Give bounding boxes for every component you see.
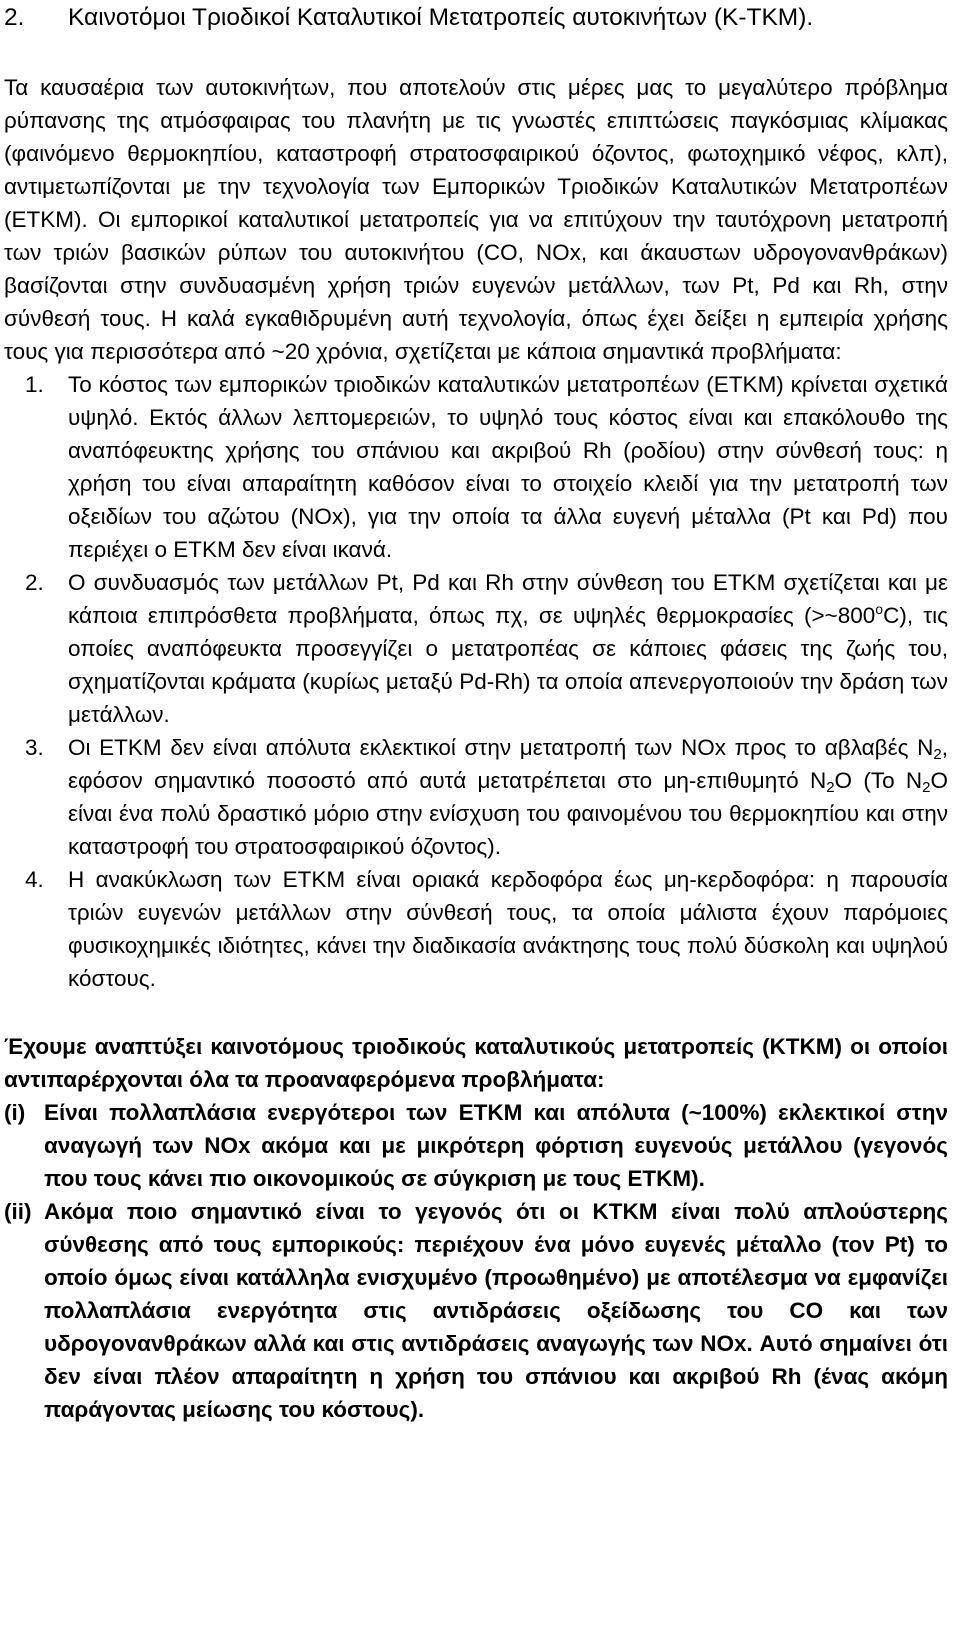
subscript: 2 [826, 779, 835, 796]
problems-list [4, 368, 948, 995]
intro-paragraph: Τα καυσαέρια των αυτοκινήτων, που αποτελούν στις μέρες μας το μεγαλύτερο πρόβλημα ρύπανσης της ατμόσφαιρας του πλανήτη με τις γνωστές επιπτώσεις παγκόσμιας κλίμακας (φαινόμενο θερμοκηπίου, καταστροφή στρατοσφαιρικού όζοντος, φωτοχημικό νέφος, κλπ), αντιμετωπίζονται με την τεχνολογία των Εμπορικών Τριοδικών Καταλυτικών Μετατροπέων (ΕΤΚΜ). Οι εμπορικοί καταλυτικοί μετατροπείς για να επιτύχουν την ταυτόχρονη μετατροπή των τριών βασικών ρύπων του αυτοκινήτου (CO, NOx, και άκαυστων υδρογονανθράκων) βασίζονται στην συνδυασμένη χρήση τριών ευγενών μετάλλων, των Pt, Pd και Rh, στην σύνθεσή τους. Η καλά εγκαθιδρυμένη αυτή τεχνολογία, όπως έχει δείξει η εμπειρία χρήσης τους για περισσότερα από ~20 χρόνια, σχετίζεται με κάποια σημαντικά προβλήματα: [4, 75, 948, 364]
roman-label: (ii) [4, 1199, 32, 1224]
problem-text-part: O (Το N [834, 768, 923, 793]
problem-item-2 [4, 566, 948, 731]
subscript: 2 [922, 779, 931, 796]
problem-text-part: Ο συνδυασμός των μετάλλων Pt, Pd και Rh στην σύνθεση του ΕΤΚΜ σχετίζεται και με κάποια επιπρόσθετα προβλήματα, όπως πχ, σε υψηλές θερμοκρασίες (>~800 [68, 570, 948, 628]
problem-text: Η ανακύκλωση των ΕΤΚΜ είναι οριακά κερδοφόρα έως μη-κερδοφόρα: η παρουσία τριών ευγενών μετάλλων στην σύνθεσή τους, τα οποία μάλιστα έχουν παρόμοιες φυσικοχημικές ιδιότητες, κάνει την διαδικασία ανάκτησης τους πολύ δύσκολη και υψηλού κόστους. [68, 867, 948, 991]
problem-text-part: C), τις οποίες αναπόφευκτα προσεγγίζει ο μετατροπέας σε κάποιες φάσεις της ζωής του, σχηματίζονται κράματα (κυρίως μεταξύ Pd-Rh) τα οποία απενεργοποιούν την δράση των μετάλλων. [68, 603, 948, 727]
problem-item-4 [4, 863, 948, 995]
advantage-item-2 [4, 1195, 948, 1426]
problem-text-part: , εφόσον σημαντικό ποσοστό από αυτά μετατρέπεται στο μη-επιθυμητό N [68, 735, 948, 793]
problem-text [68, 566, 948, 731]
summary-paragraph: Έχουμε αναπτύξει καινοτόμους τριοδικούς καταλυτικούς μετατροπείς (ΚΤΚΜ) οι οποίοι αντιπαρέρχονται όλα τα προαναφερόμενα προβλήματα: [4, 1034, 948, 1092]
advantage-text: Είναι πολλαπλάσια ενεργότεροι των ΕΤΚΜ και απόλυτα (~100%) εκλεκτικοί στην αναγωγή των NOx ακόμα και με μικρότερη φόρτιση ευγενούς μετάλλου (γεγονός που τους κάνει πιο οικονομικούς σε σύγκριση με τους ΕΤΚΜ). [44, 1100, 948, 1191]
document-page [4, 0, 948, 1426]
problem-text-part: Οι ΕΤΚΜ δεν είναι απόλυτα εκλεκτικοί στην μετατροπή των NOx προς το αβλαβές N [68, 735, 934, 760]
problem-text-part: O είναι ένα πολύ δραστικό μόριο στην ενίσχυση του φαινομένου του θερμοκηπίου και στην καταστροφή του στρατοσφαιρικού όζοντος). [68, 768, 948, 859]
section-title: Καινοτόμοι Τριοδικοί Καταλυτικοί Μετατροπείς αυτοκινήτων (Κ-ΤΚΜ). [68, 4, 814, 31]
advantage-item-1 [4, 1096, 948, 1195]
innovation-section [4, 1030, 948, 1426]
subscript: 2 [933, 746, 942, 763]
list-number: 2. [25, 570, 44, 595]
roman-label: (i) [4, 1100, 26, 1125]
problem-text: Το κόστος των εμπορικών τριοδικών καταλυτικών μετατροπέων (ΕΤΚΜ) κρίνεται σχετικά υψηλό. Εκτός άλλων λεπτομερειών, το υψηλό τους κόστος είναι και επακόλουθο της αναπόφευκτης χρήσης του σπάνιου και ακριβού Rh (ροδίου) στην σύνθεσή τους: η χρήση του είναι απαραίτητη καθόσον είναι το στοιχείο κλειδί για την μετατροπή των οξειδίων του αζώτου (NOx), για την οποία τα άλλα ευγενή μέταλλα (Pt και Pd) που περιέχει ο ΕΤΚΜ δεν είναι ικανά. [68, 372, 948, 562]
advantages-list [4, 1096, 948, 1426]
problem-item-3 [4, 731, 948, 863]
list-number: 1. [25, 372, 44, 397]
list-number: 4. [25, 867, 44, 892]
problem-item-1 [4, 368, 948, 566]
section-heading [4, 1, 948, 35]
degree-superscript: o [875, 601, 884, 617]
section-number: 2. [4, 4, 25, 31]
advantage-text: Ακόμα ποιο σημαντικό είναι το γεγονός ότι οι ΚΤΚΜ είναι πολύ απλούστερης σύνθεσης από τους εμπορικούς: περιέχουν ένα μόνο ευγενές μέταλλο (τον Pt) το οποίο όμως είναι κατάλληλα ενισχυμένο (προωθημένο) με αποτέλεσμα να εμφανίζει πολλαπλάσια ενεργότητα στις αντιδράσεις οξείδωσης του CO και των υδρογονανθράκων αλλά και στις αντιδράσεις αναγωγής των NOx. Αυτό σημαίνει ότι δεν είναι πλέον απαραίτητη η χρήση του σπάνιου και ακριβού Rh (ένας ακόμη παράγοντας μείωσης του κόστους). [44, 1199, 948, 1422]
problem-text [68, 731, 948, 863]
list-number: 3. [25, 735, 44, 760]
